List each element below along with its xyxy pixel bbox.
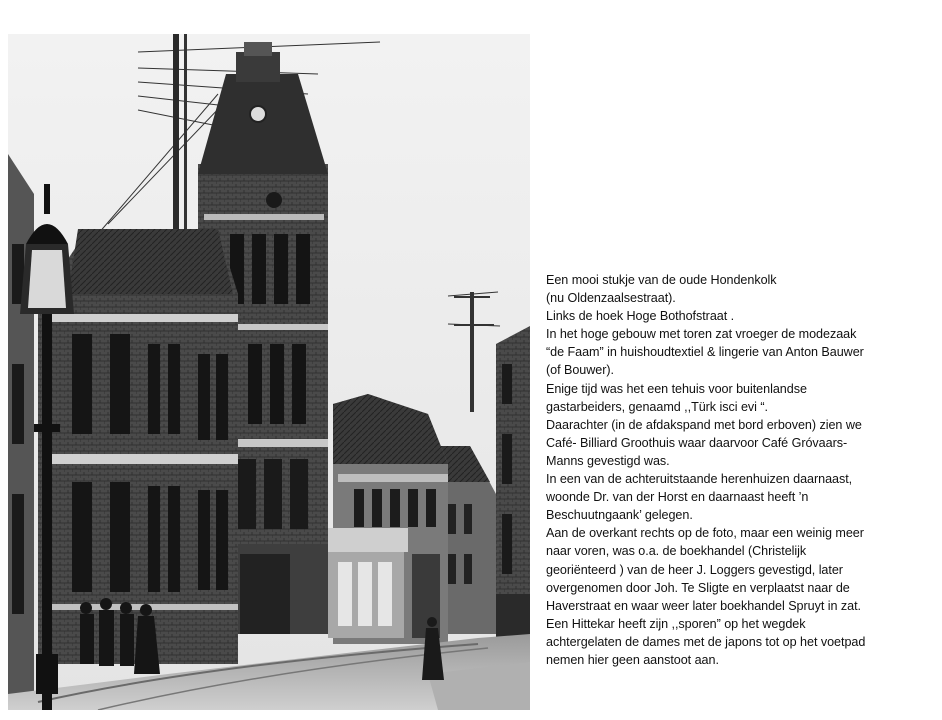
caption-line: (of Bouwer). (546, 363, 614, 378)
shop-sign-board (328, 528, 408, 552)
photo-caption (546, 271, 936, 669)
caption-line: Een Hittekar heeft zijn ,,sporen” op het wegdek (546, 616, 806, 631)
caption-line: Enige tijd was het een tehuis voor buitenlandse (546, 381, 807, 396)
caption-line: Een mooi stukje van de oude Hondenkolk (546, 273, 777, 287)
caption-line: naar voren, was o.a. de boekhandel (Christelijk (546, 544, 807, 559)
building-far-right (496, 326, 530, 674)
building-far-left (8, 154, 34, 694)
caption-line: Café- Billiard Groothuis waar daarvoor Café Gróvaars- (546, 435, 848, 450)
caption-line: nemen hier geen aanstoot aan. (546, 652, 719, 667)
caption-line: Daarachter (in de afdakspand met bord erboven) zien we (546, 417, 862, 432)
caption-line: overgenomen door Joh. Te Sligte en verplaatst naar de (546, 580, 850, 595)
caption-line: georiënteerd ) van de heer J. Loggers gevestigd, later (546, 562, 843, 577)
caption-line: “de Faam” in huishoudtextiel & lingerie van Anton Bauwer (546, 345, 864, 360)
caption-line: Haverstraat en waar weer later boekhandel Spruyt in zat. (546, 598, 862, 613)
historic-street-photo (8, 34, 530, 710)
caption-line: gastarbeiders, genaamd ,,Türk isci evi “. (546, 399, 768, 414)
caption-line: Beschuutngaank’ gelegen. (546, 508, 693, 523)
caption-line: In een van de achteruitstaande herenhuizen daarnaast, (546, 472, 853, 487)
middle-houses (328, 394, 448, 644)
street-photo-illustration (8, 34, 530, 710)
caption-line: (nu Oldenzaalsestraat). (546, 291, 676, 306)
caption-line: Manns gevestigd was. (546, 453, 670, 468)
caption-line: achtergelaten de dames met de japons tot op het voetpad (546, 634, 866, 649)
telegraph-pole-right (470, 292, 474, 412)
caption-line: Aan de overkant rechts op de foto, maar een weinig meer (546, 526, 864, 541)
caption-line: In het hoge gebouw met toren zat vroeger de modezaak (546, 327, 857, 342)
clock-icon (250, 106, 266, 122)
caption-line: Links de hoek Hoge Bothofstraat . (546, 309, 735, 324)
caption-line: woonde Dr. van der Horst en daarnaast heeft ’n (546, 490, 809, 505)
